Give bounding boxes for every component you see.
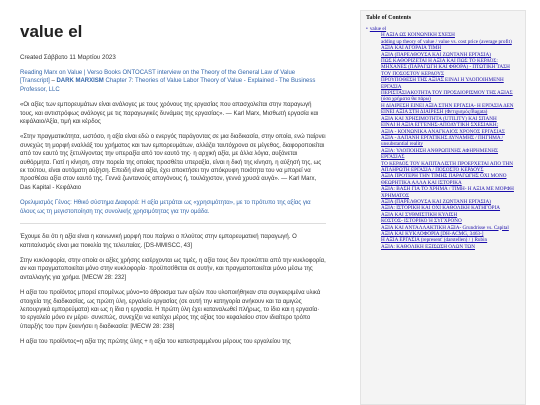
toc-item bbox=[381, 173, 520, 186]
reading-links bbox=[20, 69, 326, 94]
bullet-icon: • bbox=[366, 26, 368, 32]
toc-link[interactable]: Η ΔΙΑΙΡΕΣΗ ΕΙΝΕΙ ΑΞΙΑ ΣΤΗΝ ΕΡΓΑΣΙΑ- Η ΕΡΓΑΣΙΑ ΔΕΝ ΕΙΝΕΙ ΑΞΙΑ ΣΤΗ ΔΙΑΙΡΕΣΗ (Φετιχισμός/Bagata) bbox=[381, 102, 514, 116]
body-paragraph: Έχουμε δει ότι η αξία είναι η κοινωνική μορφή που παίρνει ο πλούτος στην εμπορευματική παραγωγή. Ο καπιταλισμός είναι μια ποικιλία της τελευταίας. [DS-MMISCC, 43] bbox=[20, 234, 297, 249]
toc-item bbox=[381, 58, 520, 77]
toc-title: Table of Contents bbox=[366, 15, 412, 21]
toc-link[interactable]: ΤΟ ΚΕΡΔΟΣ ΤΟΥ ΚΑΠΙΤΑΛΙΣΤΗ ΠΡΟΕΡΧΕΤΑΙ ΑΠΟ ΤΗΝ ΑΠΛΗΡΩΤΗ ΕΡΓΑΣΙΑ / ΠΟΣΟΣΤΟ ΚΕΡΔΟΥΣ bbox=[381, 160, 514, 173]
body-paragraph: Η αξία του προϊόντος μπορεί επομένως μόνο=το άθροισμα των αξιών που υλοποιήθηκαν στα συγκεκριμένα υλικά στοιχεία της διαδικασίας, ως πρώτη ύλη, εργαλείο εργασίας (σε αυτή την κατηγορία ανήκουν και τα αμιγώς λειτουργικά εμπορεύματα) και ως η ίδια η εργασία. Η πρώτη ύλη έχει καταναλωθεί πλήρως, το ίδιο και η εργασία· το εργαλείο μόνο εν μέρει· συνεπώς, συνεχίζει να κατέχει μέρος της αξίας του κεφαλαίου στον ιδιαίτερο τρόπο ύπαρξής του πριν ξεκινήσει η διαδικασία: [MECW 28: 238] bbox=[20, 290, 321, 330]
toc-item bbox=[381, 244, 520, 250]
divider bbox=[20, 223, 326, 224]
toc-item bbox=[381, 186, 520, 199]
toc-link[interactable]: ΠΡΟΥΠΟΘΕΣΗ ΤΗΣ ΑΞΙΑΣ ΕΙΝΑΙ Η ΥΛΟΠΟΙΗΜΕΝΗ ΕΡΓΑΣΙΑ bbox=[381, 77, 504, 90]
toc-link[interactable]: ΠΕΡΙΣΤΑΣΙΑΚΟΤΗΤΑ ΤΟΥ ΠΡΟΣΔΙΟΡΙΣΜΟΥ ΤΗΣ ΑΞΙΑΣ (όσα χρήματα θα πάρω) bbox=[381, 90, 513, 103]
body-paragraph: Στην κυκλοφορία, στην οποία οι αξίες χρήσης εισέρχονται ως τιμές, η αξία τους δεν προκύπτει από την κυκλοφορία, αν και πραγματοποιείται μόνο στην κυκλοφορία· προϋποτίθεται σε αυτήν, και πραγματοποιείται μόνο μέσω της ανταλλαγής για χρήμα. [MECW 28: 232] bbox=[20, 257, 326, 281]
page-title: value el bbox=[20, 22, 83, 41]
toc-link[interactable]: ΚΟΣΤΟΣ- ΙΣΤΟΡΙΚΟ Ή ΣΥΓΧΡΟΝΟ bbox=[381, 218, 462, 225]
toc-link[interactable]: ΑΞΙΑ ΠΡΟΤΕΡΗ ΤΗΝ ΤΙΜΗΣ ΠΑΡΑΓΩΓΗΣ ΟΧΙ ΜΟΝΟ ΘΕΩΡΗΤΙΚΑ ΑΛΛΑ ΚΑΙ ΙΣΤΟΡΙΚΑ bbox=[381, 173, 507, 186]
toc-item bbox=[381, 135, 520, 148]
quote-paragraph: «Οι αξίες των εμπορευμάτων είναι ανάλογες με τους χρόνους της εργασίας που απασχολείται στην παραγωγή τους, και αντιστρόφως ανάλογες με τις παραγωγικές δυνάμεις της εργασίας». — Karl Marx, Μισθωτή εργασία και κεφάλαιο/Αξία, τιμή και κέρδος bbox=[20, 102, 319, 126]
quote-paragraph: «Στην πραγματικότητα, ωστόσο, η αξία είναι εδώ ο ενεργός παράγοντας σε μια διαδικασία, στην οποία, ενώ παίρνει συνεχώς τη μορφή εναλλάξ του χρήματος και των εμπορευμάτων, αλλάζει ταυτόχρονα σε μέγεθος, διαφοροποιείται από τον εαυτό της ξετυλίγοντας την υπεραξία από τον εαυτό της· η αρχική αξία, με άλλα λόγια, αυξάνεται αυθόρμητα. Γιατί η κίνηση, στην πορεία της οποίας προσθέτει υπεραξία, είναι η δική της κίνηση, η αύξησή της, ως εκ τούτου, είναι αυτόματη αύξηση. Επειδή είναι αξία, έχει αποκτήσει την απόκρυφη ποιότητα του να μπορεί να προσθέσει αξία στον εαυτό της. Γεννά ζωντανούς απογόνους ή, τουλάχιστον, γεννά χρυσά αυγά». — Karl Marx, Das Kapital - Κεφάλαιο bbox=[20, 134, 326, 191]
toc-link[interactable]: ΑΞΙΑ ΚΑΙ ΧΡΗΣΙΜΟΤΗΤΑ (UTILITY) ΚΑΙ ΣΠΑΝΗ bbox=[381, 115, 497, 122]
toc-link[interactable]: ΑΞΙΑ - ΚΟΙΝΩΝΙΚΑ ΑΝΑΓΚΑΙΟΣ ΧΡΟΝΟΣ ΕΡΓΑΣΙΑΣ bbox=[381, 128, 505, 135]
toc-link[interactable]: ΑΞΙΑ ΚΑΙ ΣΥΘΜΙΣΤΙΚΗ ΚΥΛΙΣΗ bbox=[381, 211, 458, 218]
toc-link[interactable]: ΑΞΙΑ (ΠΑΡΕΛΘΟΥΣΑ ΚΑΙ ΖΩΝΤΑΝΗ ΕΡΓΑΣΙΑ) bbox=[381, 51, 491, 58]
dark-marxism-label: DARK MARXISM bbox=[56, 78, 104, 85]
toc-link[interactable]: adding up theory of value / value vs. cost price (average profit) bbox=[381, 38, 512, 45]
created-date: Created Σάββατο 11 Μαρτίου 2023 bbox=[20, 54, 116, 61]
toc-root-link[interactable]: value el bbox=[369, 26, 387, 32]
toc-link[interactable]: ΑΞΙΑ: ΥΛΟΠΟΙΗΣΗ ΑΝΘΡΩΠΙΝΗΣ ΑΦΗΡΗΜΕΝΗΣ ΕΡΓΑΣΙΑΣ bbox=[381, 147, 499, 161]
toc-link[interactable]: Η ΑΞΙΑ ΩΣ ΚΟΙΝΩΝΙΚΗ ΣΧΕΣΗ bbox=[381, 32, 455, 39]
toc-link[interactable]: Η ΑΞΙΑ ΕΡΓΑΣΙΑ (represent' (darstellen) / ) Rubin bbox=[381, 237, 488, 244]
body-paragraph: Η αξία του προϊόντος=η αξία της πρώτης ύλης + η αξία του κατεστραμμένου μέρους του εργαλείου της bbox=[20, 339, 291, 346]
reading-link[interactable]: Reading Marx on Value | Verso Books ONTOCAST interview on the Theory of the General Law of Value [Transcript] bbox=[20, 70, 296, 85]
toc-link[interactable]: ΑΞΙΑ - ΔΑΠΑΝΗ ΕΡΓΑΤΙΚΗΣ ΔΥΝΑΜΗΣ / ΠΗΓΗΜΑ / unsubstantial reality bbox=[381, 134, 504, 148]
dark-marxism-link[interactable] bbox=[20, 78, 315, 92]
reading-separator: – bbox=[49, 78, 57, 85]
toc-link[interactable]: ΑΞΙΑ ΚΑΙ ΑΓΟΡΑΙΑ ΤΙΜΗ bbox=[381, 45, 442, 52]
definition-paragraph bbox=[20, 199, 326, 216]
definition-link[interactable]: Ορελιμισμός Γένος: Ηθικό σύστημα Διαφορά: Η αξία μετράται ως «χρησιμότητα», με το πρότυπο της αξίας για όλους ως τη μεγιστοποίηση της συνολικής χρησιμότητας για την ομάδα. bbox=[20, 200, 311, 215]
toc-item bbox=[381, 103, 520, 116]
table-of-contents bbox=[360, 10, 526, 405]
toc-link[interactable]: ΑΞΙΑ (ΠΑΡΕΛΘΟΥΣΑ ΚΑΙ ΖΩΝΤΑΝΗ ΕΡΓΑΣΙΑ) bbox=[381, 198, 491, 205]
toc-sublist bbox=[366, 32, 520, 250]
toc-link[interactable]: ΑΞΙΑ ΚΑΙ ΑΝΤΑΛΛΑΚΤΙΚΗ ΑΞΙΑ- Grundrisse vs. Capital bbox=[381, 224, 509, 231]
toc-link[interactable]: ΑΞΙΑ: ΙΣΤΟΡΙΚΗ ΚΑΙ ΟΧΙ ΚΑΘΟΛΙΚΗ ΚΑΤΗΓΟΡΙΑ bbox=[381, 205, 501, 212]
toc-item bbox=[381, 161, 520, 174]
toc-item bbox=[381, 148, 520, 161]
toc-item bbox=[381, 77, 520, 90]
toc-list bbox=[366, 26, 520, 250]
toc-link[interactable]: ΠΩΣ ΚΑΘΟΡΙΖΕΤΑΙ Η ΑΞΙΑ ΚΑΙ ΠΩΣ ΤΟ ΚΕΡΔΟΣ: ΜΗΧΑΝΕΣ (ΠΑΡΑΓΩΓΗ ΚΑΙ ΦΘΟΡΑ) - ΠΤΩΤΙΚΗ ΤΑΣΗ ΤΟΥ ΠΟΣΟΣΤΟΥ ΚΕΡΔΟΥΣ bbox=[381, 58, 510, 77]
toc-link[interactable]: ΑΞΙΑ: ΒΑΣΗ ΓΙΑ ΤΟ ΧΡΗΜΑ / ΤΙΜΗ- Η ΑΞΙΑ ΜΕ ΜΟΡΦΗ ΧΡΗΜΑΤΟΣ bbox=[381, 186, 514, 199]
toc-link[interactable]: ΕΙΝΑΙ Η ΑΞΙΑ ΕΓΓΕΝΗΣ-ΑΠΟΔΥΤΙΚΗ ΣΧΕΣΙΑΚΗ; bbox=[381, 122, 499, 129]
toc-sublist-container bbox=[366, 32, 520, 250]
dark-marxism-link-text: Chapter 7: Theories of Value Labor Theory of Value - Explained - The Business Professor, LLC bbox=[20, 78, 316, 93]
toc-link[interactable]: ΑΞΙΑ: ΚΑΘΟΛΙΚΗ ΕΞΙΣΩΣΗ ΟΛΩΝ ΤΩΝ bbox=[381, 243, 476, 250]
toc-item bbox=[381, 90, 520, 103]
toc-link[interactable]: ΑΞΙΑ ΚΑΙ ΚΥΚΛΟΦΟΡΙΑ [DH-ACMG, 3463-] bbox=[381, 231, 484, 237]
